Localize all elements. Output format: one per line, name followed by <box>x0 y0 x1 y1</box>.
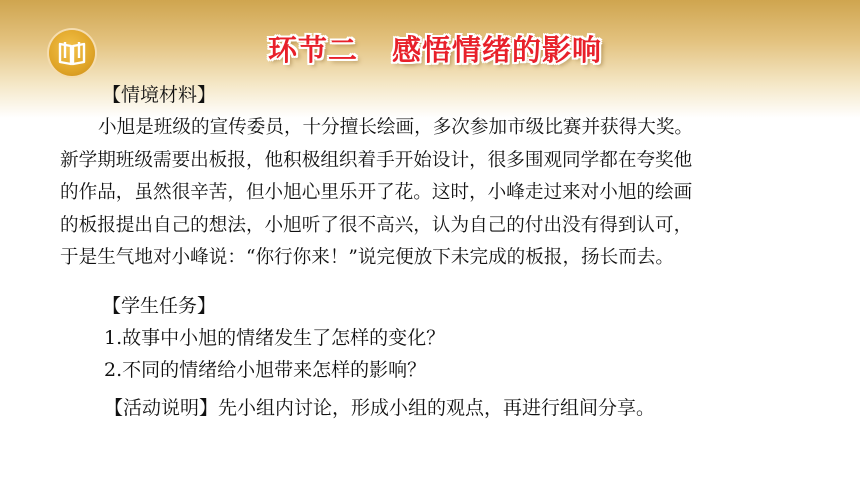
task-item: 1.故事中小旭的情绪发生了怎样的变化？ <box>104 327 446 349</box>
activity-label: 【活动说明】 <box>104 397 219 419</box>
material-line: 的作品，虽然很辛苦，但小旭心里乐开了花。这时，小峰走过来对小旭的绘画 <box>60 182 693 203</box>
activity-text: 先小组内讨论，形成小组的观点，再进行组间分享。 <box>218 397 656 419</box>
material-line: 小旭是班级的宣传委员，十分擅长绘画，多次参加市级比赛并获得大奖。 <box>98 117 694 138</box>
material-paragraph <box>60 112 800 275</box>
material-line: 的板报提出自己的想法，小旭听了很不高兴，认为自己的付出没有得到认可， <box>60 214 693 236</box>
material-line: 于是生气地对小峰说：“你行你来！”说完便放下未完成的板报，扬长而去。 <box>60 247 675 268</box>
task-item: 2.不同的情绪给小旭带来怎样的影响？ <box>104 359 427 381</box>
material-heading: 【情境材料】 <box>102 84 217 106</box>
task-heading: 【学生任务】 <box>102 295 217 317</box>
material-line: 新学期班级需要出板报，他积极组织着手开始设计，很多围观同学都在夸奖他 <box>60 149 693 171</box>
section-label: 环节二 <box>268 33 359 67</box>
activity-note <box>104 393 655 420</box>
section-topic: 感悟情绪的影响 <box>392 33 603 67</box>
open-book-icon <box>49 30 95 76</box>
page-title <box>268 30 602 70</box>
